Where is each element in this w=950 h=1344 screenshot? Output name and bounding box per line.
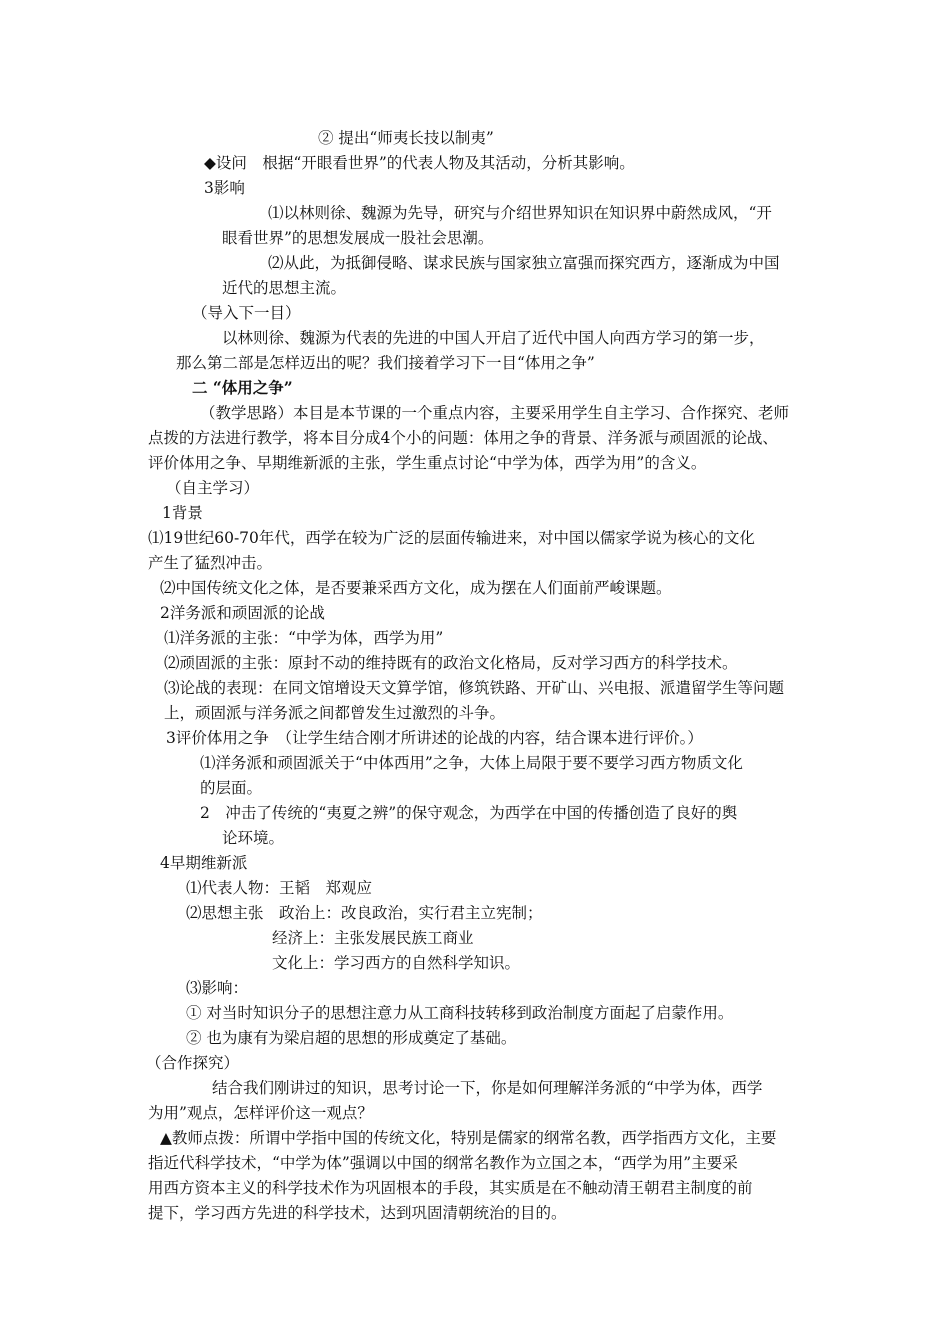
text-line: 经济上：主张发展民族工商业 [272, 929, 474, 947]
text-line: 点拨的方法进行教学，将本目分成4个小的问题：体用之争的背景、洋务派与顽固派的论战、 [148, 429, 778, 447]
question-line: ◆设问 根据“开眼看世界”的代表人物及其活动，分析其影响。 [204, 154, 635, 172]
text-line: 的层面。 [200, 779, 263, 797]
text-line: ⑵从此，为抵御侵略、谋求民族与国家独立富强而探究西方，逐渐成为中国 [268, 254, 780, 272]
text-line: （教学思路）本目是本节课的一个重点内容，主要采用学生自主学习、合作探究、老师 [200, 404, 790, 422]
text-line: ② 也为康有为梁启超的思想的形成奠定了基础。 [186, 1029, 517, 1047]
subheading: 3评价体用之争 （让学生结合刚才所讲述的论战的内容，结合课本进行评价。） [166, 729, 703, 747]
text-line: ① 对当时知识分子的思想注意力从工商科技转移到政治制度方面起了启蒙作用。 [186, 1004, 734, 1022]
subheading: 4早期维新派 [160, 854, 248, 872]
text-line: ⑴以林则徐、魏源为先导，研究与介绍世界知识在知识界中蔚然成风，“开 [268, 204, 772, 222]
text-line: 指近代科学技术，“中学为体”强调以中国的纲常名教作为立国之本，“西学为用”主要采 [148, 1154, 738, 1172]
text-line: 近代的思想主流。 [222, 279, 347, 297]
text-line: 为用”观点，怎样评价这一观点？ [148, 1104, 373, 1122]
text-line: ⑵中国传统文化之体，是否要兼采西方文化，成为摆在人们面前严峻课题。 [160, 579, 672, 597]
text-line: 那么第二部是怎样迈出的呢？我们接着学习下一目“体用之争” [176, 354, 595, 372]
subheading: 1背景 [162, 504, 203, 522]
subheading: 2洋务派和顽固派的论战 [160, 604, 325, 622]
text-line: 2 冲击了传统的“夷夏之辨”的保守观念，为西学在中国的传播创造了良好的舆 [200, 804, 738, 822]
text-line: ⑵顽固派的主张：原封不动的维持既有的政治文化格局，反对学习西方的科学技术。 [164, 654, 738, 672]
text-line: ⑶影响： [186, 979, 249, 997]
subheading: 3影响 [204, 179, 245, 197]
text-line: 结合我们刚讲过的知识，思考讨论一下，你是如何理解洋务派的“中学为体，西学 [212, 1079, 763, 1097]
text-line: ⑴代表人物：王韬 郑观应 [186, 879, 373, 897]
text-line: ⑵思想主张 政治上：改良政治，实行君主立宪制； [186, 904, 543, 922]
section-heading: 二 “体用之争” [192, 378, 293, 397]
text-line: ② 提出“师夷长技以制夷” [318, 129, 494, 147]
text-line: 文化上：学习西方的自然科学知识。 [272, 954, 521, 972]
text-line: 论环境。 [222, 829, 285, 847]
text-line: 眼看世界”的思想发展成一股社会思潮。 [222, 229, 494, 247]
text-line: ⑴洋务派和顽固派关于“中体西用”之争，大体上局限于要不要学习西方物质文化 [200, 754, 743, 772]
label-line: （导入下一目） [192, 304, 301, 322]
text-line: 产生了猛烈冲击。 [148, 554, 273, 572]
text-line: 提下，学习西方先进的科学技术，达到巩固清朝统治的目的。 [148, 1204, 567, 1222]
text-line: 以林则徐、魏源为代表的先进的中国人开启了近代中国人向西方学习的第一步， [222, 329, 765, 347]
text-line: ⑶论战的表现：在同文馆增设天文算学馆，修筑铁路、开矿山、兴电报、派遣留学生等问题 [164, 679, 785, 697]
label-line: （合作探究） [146, 1054, 240, 1072]
text-line: 评价体用之争、早期维新派的主张，学生重点讨论“中学为体，西学为用”的含义。 [148, 454, 707, 472]
text-line: 用西方资本主义的科学技术作为巩固根本的手段，其实质是在不触动清王朝君主制度的前 [148, 1179, 753, 1197]
text-line: ⑴洋务派的主张：“中学为体，西学为用” [164, 629, 444, 647]
label-line: （自主学习） [166, 479, 260, 497]
text-line: ▲教师点拨：所谓中学指中国的传统文化，特别是儒家的纲常名教，西学指西方文化，主要 [160, 1129, 777, 1147]
text-line: ⑴19世纪60-70年代，西学在较为广泛的层面传输进来，对中国以儒家学说为核心的文化 [148, 529, 755, 547]
text-line: 上，顽固派与洋务派之间都曾发生过激烈的斗争。 [164, 704, 506, 722]
